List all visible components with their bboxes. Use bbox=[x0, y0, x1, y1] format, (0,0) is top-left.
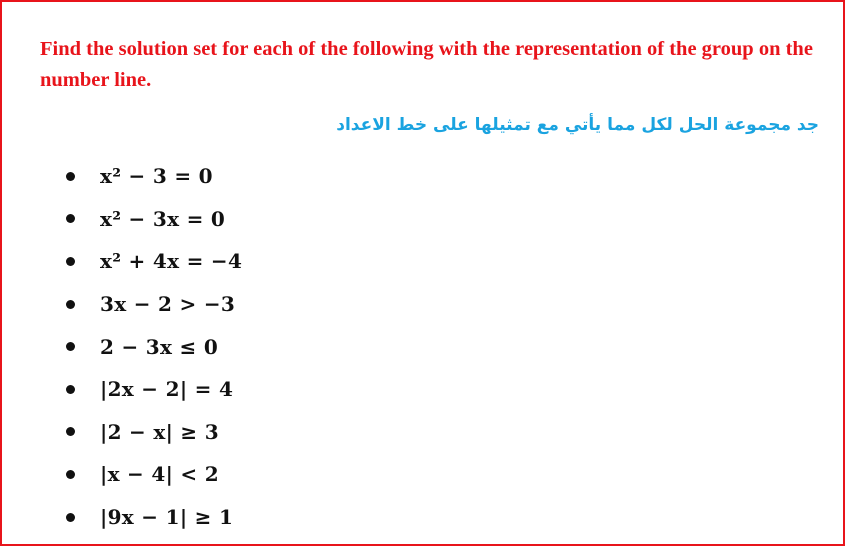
bullet-icon bbox=[66, 257, 75, 266]
bullet-icon bbox=[66, 342, 75, 351]
problem-item bbox=[66, 368, 242, 411]
problem-item bbox=[66, 453, 242, 496]
instruction-arabic: جد مجموعة الحل لكل مما يأتي مع تمثيلها على خط الاعداد bbox=[336, 115, 819, 135]
problem-expression: |9x − 1| ≥ 1 bbox=[100, 505, 234, 530]
problem-item bbox=[66, 283, 242, 326]
problem-expression: 2 − 3x ≤ 0 bbox=[100, 334, 219, 359]
problem-expression: x² − 3 = 0 bbox=[100, 164, 213, 189]
problem-list bbox=[66, 155, 242, 538]
problem-item bbox=[66, 325, 242, 368]
problem-expression: 3x − 2 > −3 bbox=[100, 292, 236, 317]
problem-expression: x² − 3x = 0 bbox=[100, 206, 226, 231]
bullet-icon bbox=[66, 513, 75, 522]
bullet-icon bbox=[66, 385, 75, 394]
problem-expression: |x − 4| < 2 bbox=[100, 462, 219, 487]
bullet-icon bbox=[66, 300, 75, 309]
problem-item bbox=[66, 155, 242, 198]
bullet-icon bbox=[66, 214, 75, 223]
problem-expression: |2 − x| ≥ 3 bbox=[100, 419, 219, 444]
problem-item bbox=[66, 411, 242, 454]
problem-item bbox=[66, 240, 242, 283]
bullet-icon bbox=[66, 427, 75, 436]
bullet-icon bbox=[66, 470, 75, 479]
bullet-icon bbox=[66, 172, 75, 181]
instruction-english: Find the solution set for each of the following with the representation of the group on the number line. bbox=[40, 38, 813, 91]
problem-expression: |2x − 2| = 4 bbox=[100, 377, 234, 402]
problem-item bbox=[66, 496, 242, 539]
problem-expression: x² + 4x = −4 bbox=[100, 249, 243, 274]
problem-item bbox=[66, 198, 242, 241]
